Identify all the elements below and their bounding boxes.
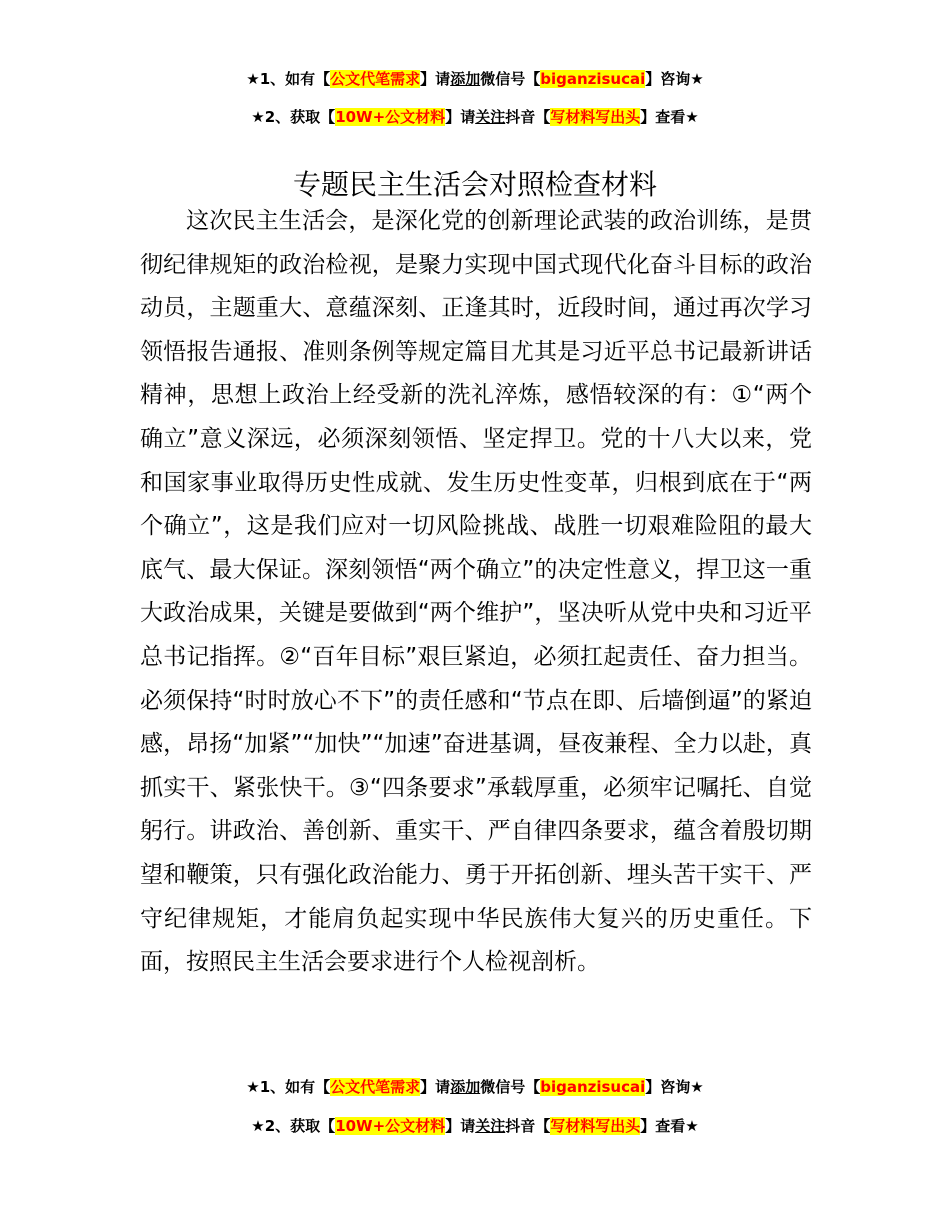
promo-underlined: 关注 [475,1117,506,1135]
promo-highlight-wechat-id: biganzisucai [540,1078,646,1096]
promo-text: 】查看★ [640,1117,699,1135]
promo-highlight: 10W+公文材料 [335,1117,446,1135]
promo-text: ★1、如有【 [246,70,331,88]
promo-text: 】咨询★ [645,1078,704,1096]
promo-highlight: 公文代笔需求 [330,70,421,88]
footer-promo-line-1 [0,1077,950,1097]
footer-promo-line-2 [0,1116,950,1136]
promo-highlight-douyin: 写材料写出头 [550,1117,641,1135]
promo-underlined: 关注 [475,108,506,126]
promo-text: ★2、获取【 [251,1117,336,1135]
promo-text: 】查看★ [640,108,699,126]
promo-highlight-wechat-id: biganzisucai [540,70,646,88]
header-promo-line-2 [0,107,950,127]
document-paragraph: 这次民主生活会，是深化党的创新理论武装的政治训练，是贯彻纪律规矩的政治检视，是聚力实现中国式现代化奋斗目标的政治动员，主题重大、意蕴深刻、正逢其时，近段时间，通过再次学习领悟报告通报、准则条例等规定篇目尤其是习近平总书记最新讲话精神，思想上政治上经受新的洗礼淬炼，感悟较深的有：①“两个确立”意义深远，必须深刻领悟、坚定捍卫。党的十八大以来，党和国家事业取得历史性成就、发生历史性变革，归根到底在于“两个确立”，这是我们应对一切风险挑战、战胜一切艰难险阻的最大底气、最大保证。深刻领悟“两个确立”的决定性意义，捍卫这一重大政治成果，关键是要做到“两个维护”，坚决听从党中央和习近平总书记指挥。②“百年目标”艰巨紧迫，必须扛起责任、奋力担当。必须保持“时时放心不下”的责任感和“节点在即、后墙倒逼”的紧迫感，昂扬“加紧”“加快”“加速”奋进基调，昼夜兼程、全力以赴，真抓实干、紧张快干。③“四条要求”承载厚重，必须牢记嘱托、自觉躬行。讲政治、善创新、重实干、严自律四条要求，蕴含着殷切期望和鞭策，只有强化政治能力、勇于开拓创新、埋头苦干实干、严守纪律规矩，才能肩负起实现中华民族伟大复兴的历史重任。下面，按照民主生活会要求进行个人检视剖析。 [140,208,812,976]
promo-text: 】请 [420,1078,451,1096]
document-title: 专题民主生活会对照检查材料 [292,167,657,201]
promo-underlined: 添加 [450,1078,481,1096]
promo-highlight: 10W+公文材料 [335,108,446,126]
promo-text: 微信号【 [480,70,541,88]
promo-text: 】请 [445,108,476,126]
promo-text: ★2、获取【 [251,108,336,126]
promo-text: ★1、如有【 [246,1078,331,1096]
promo-text: 微信号【 [480,1078,541,1096]
promo-text: 】请 [445,1117,476,1135]
promo-text: 抖音【 [505,108,551,126]
promo-highlight: 公文代笔需求 [330,1078,421,1096]
promo-highlight-douyin: 写材料写出头 [550,108,641,126]
promo-text: 】咨询★ [645,70,704,88]
promo-text: 】请 [420,70,451,88]
promo-text: 抖音【 [505,1117,551,1135]
promo-underlined: 添加 [450,70,481,88]
header-promo-line-1 [0,69,950,89]
